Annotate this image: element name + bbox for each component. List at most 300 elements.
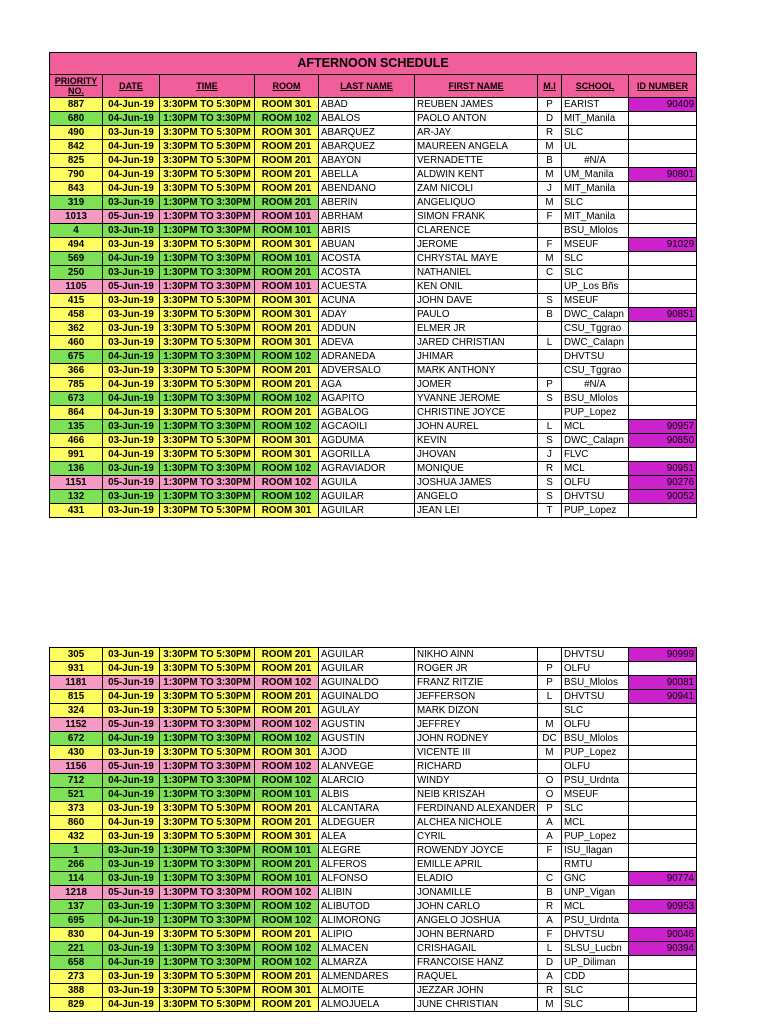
last-name-cell: ACOSTA (319, 252, 415, 266)
last-name-cell: AGUILAR (319, 662, 415, 676)
priority-cell: 490 (50, 126, 103, 140)
priority-cell: 658 (50, 956, 103, 970)
priority-cell: 843 (50, 182, 103, 196)
id-number-cell (629, 858, 697, 872)
mi-cell: S (538, 392, 562, 406)
id-number-cell (629, 704, 697, 718)
first-name-cell: CHRYSTAL MAYE (415, 252, 538, 266)
date-cell: 04-Jun-19 (103, 98, 160, 112)
room-cell: ROOM 201 (255, 816, 319, 830)
time-cell: 3:30PM TO 5:30PM (160, 746, 255, 760)
time-cell: 1:30PM TO 3:30PM (160, 676, 255, 690)
room-cell: ROOM 102 (255, 392, 319, 406)
room-cell: ROOM 201 (255, 182, 319, 196)
school-cell: OLFU (562, 718, 629, 732)
school-cell: SLC (562, 984, 629, 998)
time-cell: 3:30PM TO 5:30PM (160, 406, 255, 420)
mi-cell: S (538, 476, 562, 490)
id-number-cell (629, 774, 697, 788)
last-name-cell: ABRIS (319, 224, 415, 238)
table-row (50, 886, 697, 900)
mi-cell: F (538, 844, 562, 858)
school-cell: DHVTSU (562, 690, 629, 704)
first-name-cell: ROGER JR (415, 662, 538, 676)
date-cell: 04-Jun-19 (103, 448, 160, 462)
school-cell: MCL (562, 420, 629, 434)
time-cell: 3:30PM TO 5:30PM (160, 322, 255, 336)
priority-cell: 266 (50, 858, 103, 872)
table-row (50, 196, 697, 210)
date-cell: 03-Jun-19 (103, 830, 160, 844)
school-cell: CDD (562, 970, 629, 984)
table-row (50, 704, 697, 718)
time-cell: 1:30PM TO 3:30PM (160, 900, 255, 914)
school-cell: BSU_Mlolos (562, 224, 629, 238)
first-name-cell: MARK ANTHONY (415, 364, 538, 378)
mi-cell (538, 280, 562, 294)
header-row (50, 75, 697, 98)
school-cell: MSEUF (562, 238, 629, 252)
time-cell: 1:30PM TO 3:30PM (160, 732, 255, 746)
id-number-cell (629, 378, 697, 392)
table-row (50, 490, 697, 504)
priority-cell: 825 (50, 154, 103, 168)
room-cell: ROOM 201 (255, 154, 319, 168)
first-name-cell: FERDINAND ALEXANDER (415, 802, 538, 816)
room-cell: ROOM 301 (255, 448, 319, 462)
date-cell: 04-Jun-19 (103, 816, 160, 830)
school-cell: DHVTSU (562, 648, 629, 662)
room-cell: ROOM 201 (255, 690, 319, 704)
id-number-cell (629, 140, 697, 154)
mi-cell: J (538, 182, 562, 196)
first-name-cell: JEFFERSON (415, 690, 538, 704)
last-name-cell: AGUSTIN (319, 732, 415, 746)
room-cell: ROOM 301 (255, 126, 319, 140)
time-cell: 1:30PM TO 3:30PM (160, 210, 255, 224)
id-number-cell (629, 984, 697, 998)
date-cell: 03-Jun-19 (103, 224, 160, 238)
mi-cell: M (538, 746, 562, 760)
priority-cell: 273 (50, 970, 103, 984)
priority-cell: 460 (50, 336, 103, 350)
table-row (50, 830, 697, 844)
table-row (50, 462, 697, 476)
room-cell: ROOM 201 (255, 266, 319, 280)
date-cell: 03-Jun-19 (103, 648, 160, 662)
priority-cell: 137 (50, 900, 103, 914)
priority-cell: 494 (50, 238, 103, 252)
last-name-cell: ABARQUEZ (319, 126, 415, 140)
date-cell: 03-Jun-19 (103, 970, 160, 984)
time-cell: 3:30PM TO 5:30PM (160, 294, 255, 308)
date-cell: 03-Jun-19 (103, 872, 160, 886)
table-row (50, 844, 697, 858)
priority-cell: 132 (50, 490, 103, 504)
id-number-cell (629, 802, 697, 816)
date-cell: 03-Jun-19 (103, 746, 160, 760)
date-cell: 04-Jun-19 (103, 182, 160, 196)
first-name-cell: EMILLE APRIL (415, 858, 538, 872)
first-name-cell: JHIMAR (415, 350, 538, 364)
last-name-cell: AGUINALDO (319, 676, 415, 690)
school-cell: #N/A (562, 378, 629, 392)
school-cell: PSU_Urdnta (562, 774, 629, 788)
date-cell: 04-Jun-19 (103, 378, 160, 392)
first-name-cell: YVANNE JEROME (415, 392, 538, 406)
school-cell: MCL (562, 900, 629, 914)
date-cell: 03-Jun-19 (103, 238, 160, 252)
id-number-cell: 90394 (629, 942, 697, 956)
priority-cell: 1151 (50, 476, 103, 490)
table-row (50, 476, 697, 490)
last-name-cell: ALIBUTOD (319, 900, 415, 914)
id-number-cell: 90850 (629, 434, 697, 448)
last-name-cell: ALMACEN (319, 942, 415, 956)
school-cell: BSU_Mlolos (562, 392, 629, 406)
mi-cell: O (538, 788, 562, 802)
mi-cell: R (538, 462, 562, 476)
last-name-cell: ALEGRE (319, 844, 415, 858)
room-cell: ROOM 301 (255, 984, 319, 998)
table-row (50, 746, 697, 760)
last-name-cell: ALEA (319, 830, 415, 844)
last-name-cell: ALBIS (319, 788, 415, 802)
mi-cell: C (538, 266, 562, 280)
time-cell: 3:30PM TO 5:30PM (160, 378, 255, 392)
time-cell: 1:30PM TO 3:30PM (160, 280, 255, 294)
id-number-cell (629, 294, 697, 308)
last-name-cell: ADRANEDA (319, 350, 415, 364)
time-cell: 3:30PM TO 5:30PM (160, 168, 255, 182)
id-number-cell (629, 718, 697, 732)
header-last-name: LAST NAME (319, 75, 415, 98)
time-cell: 3:30PM TO 5:30PM (160, 364, 255, 378)
time-cell: 3:30PM TO 5:30PM (160, 308, 255, 322)
mi-cell: A (538, 830, 562, 844)
first-name-cell: AR-JAY (415, 126, 538, 140)
table-row (50, 378, 697, 392)
priority-cell: 415 (50, 294, 103, 308)
time-cell: 3:30PM TO 5:30PM (160, 998, 255, 1012)
priority-cell: 221 (50, 942, 103, 956)
first-name-cell: NIKHO AINN (415, 648, 538, 662)
time-cell: 1:30PM TO 3:30PM (160, 718, 255, 732)
first-name-cell: RICHARD (415, 760, 538, 774)
priority-cell: 790 (50, 168, 103, 182)
mi-cell: P (538, 98, 562, 112)
school-cell: MCL (562, 816, 629, 830)
date-cell: 04-Jun-19 (103, 112, 160, 126)
time-cell: 1:30PM TO 3:30PM (160, 774, 255, 788)
id-number-cell (629, 816, 697, 830)
first-name-cell: PAOLO ANTON (415, 112, 538, 126)
time-cell: 1:30PM TO 3:30PM (160, 956, 255, 970)
first-name-cell: ANGELO JOSHUA (415, 914, 538, 928)
time-cell: 1:30PM TO 3:30PM (160, 112, 255, 126)
mi-cell: C (538, 872, 562, 886)
schedule-title: AFTERNOON SCHEDULE (50, 53, 697, 75)
time-cell: 3:30PM TO 5:30PM (160, 98, 255, 112)
room-cell: ROOM 102 (255, 886, 319, 900)
header-mi: M.I (538, 75, 562, 98)
school-cell: UL (562, 140, 629, 154)
first-name-cell: JOHN AUREL (415, 420, 538, 434)
school-cell: MSEUF (562, 294, 629, 308)
table-row (50, 280, 697, 294)
date-cell: 04-Jun-19 (103, 406, 160, 420)
priority-cell: 1152 (50, 718, 103, 732)
mi-cell: L (538, 690, 562, 704)
date-cell: 04-Jun-19 (103, 732, 160, 746)
last-name-cell: ALIMORONG (319, 914, 415, 928)
table-row (50, 984, 697, 998)
priority-cell: 860 (50, 816, 103, 830)
school-cell: SLC (562, 126, 629, 140)
first-name-cell: JEAN LEI (415, 504, 538, 518)
last-name-cell: ADEVA (319, 336, 415, 350)
id-number-cell: 90951 (629, 462, 697, 476)
room-cell: ROOM 102 (255, 112, 319, 126)
last-name-cell: ABERIN (319, 196, 415, 210)
time-cell: 3:30PM TO 5:30PM (160, 182, 255, 196)
date-cell: 03-Jun-19 (103, 196, 160, 210)
first-name-cell: CRISHAGAIL (415, 942, 538, 956)
priority-cell: 672 (50, 732, 103, 746)
time-cell: 1:30PM TO 3:30PM (160, 490, 255, 504)
table-row (50, 98, 697, 112)
last-name-cell: ABELLA (319, 168, 415, 182)
first-name-cell: WINDY (415, 774, 538, 788)
id-number-cell (629, 788, 697, 802)
room-cell: ROOM 301 (255, 336, 319, 350)
date-cell: 03-Jun-19 (103, 322, 160, 336)
schedule-table-top (49, 52, 697, 518)
date-cell: 03-Jun-19 (103, 308, 160, 322)
first-name-cell: JHOVAN (415, 448, 538, 462)
id-number-cell (629, 504, 697, 518)
priority-cell: 458 (50, 308, 103, 322)
room-cell: ROOM 201 (255, 662, 319, 676)
first-name-cell: FRANCOISE HANZ (415, 956, 538, 970)
school-cell: MIT_Manila (562, 182, 629, 196)
time-cell: 1:30PM TO 3:30PM (160, 420, 255, 434)
first-name-cell: JEROME (415, 238, 538, 252)
table-row (50, 816, 697, 830)
room-cell: ROOM 201 (255, 378, 319, 392)
date-cell: 04-Jun-19 (103, 914, 160, 928)
header-id-number: ID NUMBER (629, 75, 697, 98)
mi-cell: B (538, 308, 562, 322)
first-name-cell: JEFFREY (415, 718, 538, 732)
time-cell: 1:30PM TO 3:30PM (160, 872, 255, 886)
date-cell: 04-Jun-19 (103, 774, 160, 788)
first-name-cell: FRANZ RITZIE (415, 676, 538, 690)
table-row (50, 420, 697, 434)
room-cell: ROOM 101 (255, 210, 319, 224)
time-cell: 3:30PM TO 5:30PM (160, 238, 255, 252)
time-cell: 3:30PM TO 5:30PM (160, 928, 255, 942)
room-cell: ROOM 102 (255, 420, 319, 434)
id-number-cell (629, 126, 697, 140)
time-cell: 1:30PM TO 3:30PM (160, 788, 255, 802)
mi-cell: M (538, 140, 562, 154)
time-cell: 3:30PM TO 5:30PM (160, 984, 255, 998)
id-number-cell (629, 224, 697, 238)
school-cell: FLVC (562, 448, 629, 462)
last-name-cell: AGUILA (319, 476, 415, 490)
first-name-cell: REUBEN JAMES (415, 98, 538, 112)
table-row (50, 760, 697, 774)
table-row (50, 336, 697, 350)
date-cell: 03-Jun-19 (103, 504, 160, 518)
school-cell: OLFU (562, 662, 629, 676)
id-number-cell (629, 998, 697, 1012)
table-row (50, 448, 697, 462)
school-cell: SLC (562, 196, 629, 210)
id-number-cell: 90957 (629, 420, 697, 434)
school-cell: UNP_Vigan (562, 886, 629, 900)
last-name-cell: ABAD (319, 98, 415, 112)
last-name-cell: ALIBIN (319, 886, 415, 900)
mi-cell: F (538, 238, 562, 252)
mi-cell: D (538, 956, 562, 970)
last-name-cell: ALMOJUELA (319, 998, 415, 1012)
date-cell: 04-Jun-19 (103, 350, 160, 364)
first-name-cell: JEZZAR JOHN (415, 984, 538, 998)
last-name-cell: ALCANTARA (319, 802, 415, 816)
mi-cell: F (538, 210, 562, 224)
priority-cell: 673 (50, 392, 103, 406)
room-cell: ROOM 101 (255, 788, 319, 802)
time-cell: 1:30PM TO 3:30PM (160, 886, 255, 900)
first-name-cell: MAUREEN ANGELA (415, 140, 538, 154)
table-row (50, 392, 697, 406)
mi-cell (538, 364, 562, 378)
id-number-cell (629, 406, 697, 420)
id-number-cell (629, 154, 697, 168)
school-cell: SLC (562, 252, 629, 266)
time-cell: 3:30PM TO 5:30PM (160, 336, 255, 350)
mi-cell: L (538, 336, 562, 350)
room-cell: ROOM 102 (255, 900, 319, 914)
id-number-cell (629, 746, 697, 760)
date-cell: 04-Jun-19 (103, 788, 160, 802)
mi-cell: B (538, 154, 562, 168)
room-cell: ROOM 201 (255, 406, 319, 420)
id-number-cell (629, 350, 697, 364)
time-cell: 3:30PM TO 5:30PM (160, 970, 255, 984)
table-row (50, 774, 697, 788)
first-name-cell: ZAM NICOLI (415, 182, 538, 196)
id-number-cell (629, 392, 697, 406)
table-row (50, 126, 697, 140)
id-number-cell (629, 196, 697, 210)
room-cell: ROOM 201 (255, 168, 319, 182)
school-cell: DHVTSU (562, 490, 629, 504)
first-name-cell: VICENTE III (415, 746, 538, 760)
id-number-cell: 90081 (629, 676, 697, 690)
id-number-cell (629, 844, 697, 858)
time-cell: 3:30PM TO 5:30PM (160, 448, 255, 462)
table-row (50, 224, 697, 238)
id-number-cell: 90999 (629, 648, 697, 662)
mi-cell (538, 648, 562, 662)
table-row (50, 308, 697, 322)
priority-cell: 1181 (50, 676, 103, 690)
school-cell: DHVTSU (562, 928, 629, 942)
id-number-cell (629, 280, 697, 294)
priority-cell: 1 (50, 844, 103, 858)
date-cell: 03-Jun-19 (103, 336, 160, 350)
mi-cell: R (538, 126, 562, 140)
mi-cell: P (538, 378, 562, 392)
first-name-cell: JONAMILLE (415, 886, 538, 900)
last-name-cell: AGUILAR (319, 648, 415, 662)
mi-cell: M (538, 196, 562, 210)
last-name-cell: ACOSTA (319, 266, 415, 280)
date-cell: 05-Jun-19 (103, 718, 160, 732)
school-cell: CSU_Tggrao (562, 322, 629, 336)
priority-cell: 830 (50, 928, 103, 942)
priority-cell: 695 (50, 914, 103, 928)
room-cell: ROOM 201 (255, 928, 319, 942)
school-cell: DWC_Calapn (562, 308, 629, 322)
mi-cell: R (538, 900, 562, 914)
mi-cell: M (538, 718, 562, 732)
priority-cell: 4 (50, 224, 103, 238)
header-time: TIME (160, 75, 255, 98)
mi-cell: L (538, 942, 562, 956)
date-cell: 04-Jun-19 (103, 690, 160, 704)
priority-cell: 712 (50, 774, 103, 788)
room-cell: ROOM 201 (255, 648, 319, 662)
priority-cell: 366 (50, 364, 103, 378)
id-number-cell (629, 956, 697, 970)
time-cell: 3:30PM TO 5:30PM (160, 434, 255, 448)
table-row (50, 210, 697, 224)
time-cell: 1:30PM TO 3:30PM (160, 844, 255, 858)
date-cell: 04-Jun-19 (103, 154, 160, 168)
date-cell: 03-Jun-19 (103, 802, 160, 816)
mi-cell: J (538, 448, 562, 462)
room-cell: ROOM 301 (255, 830, 319, 844)
first-name-cell: ALDWIN KENT (415, 168, 538, 182)
first-name-cell: PAULO (415, 308, 538, 322)
id-number-cell (629, 830, 697, 844)
header-first-name: FIRST NAME (415, 75, 538, 98)
date-cell: 04-Jun-19 (103, 168, 160, 182)
id-number-cell (629, 886, 697, 900)
priority-cell: 887 (50, 98, 103, 112)
last-name-cell: AGDUMA (319, 434, 415, 448)
table-row (50, 942, 697, 956)
last-name-cell: AJOD (319, 746, 415, 760)
mi-cell (538, 704, 562, 718)
priority-cell: 931 (50, 662, 103, 676)
id-number-cell (629, 266, 697, 280)
table-row (50, 788, 697, 802)
last-name-cell: AGORILLA (319, 448, 415, 462)
first-name-cell: JARED CHRISTIAN (415, 336, 538, 350)
school-cell: ISU_Ilagan (562, 844, 629, 858)
school-cell: SLC (562, 998, 629, 1012)
mi-cell: S (538, 294, 562, 308)
school-cell: PUP_Lopez (562, 406, 629, 420)
last-name-cell: AGBALOG (319, 406, 415, 420)
table-row (50, 970, 697, 984)
last-name-cell: AGAPITO (319, 392, 415, 406)
